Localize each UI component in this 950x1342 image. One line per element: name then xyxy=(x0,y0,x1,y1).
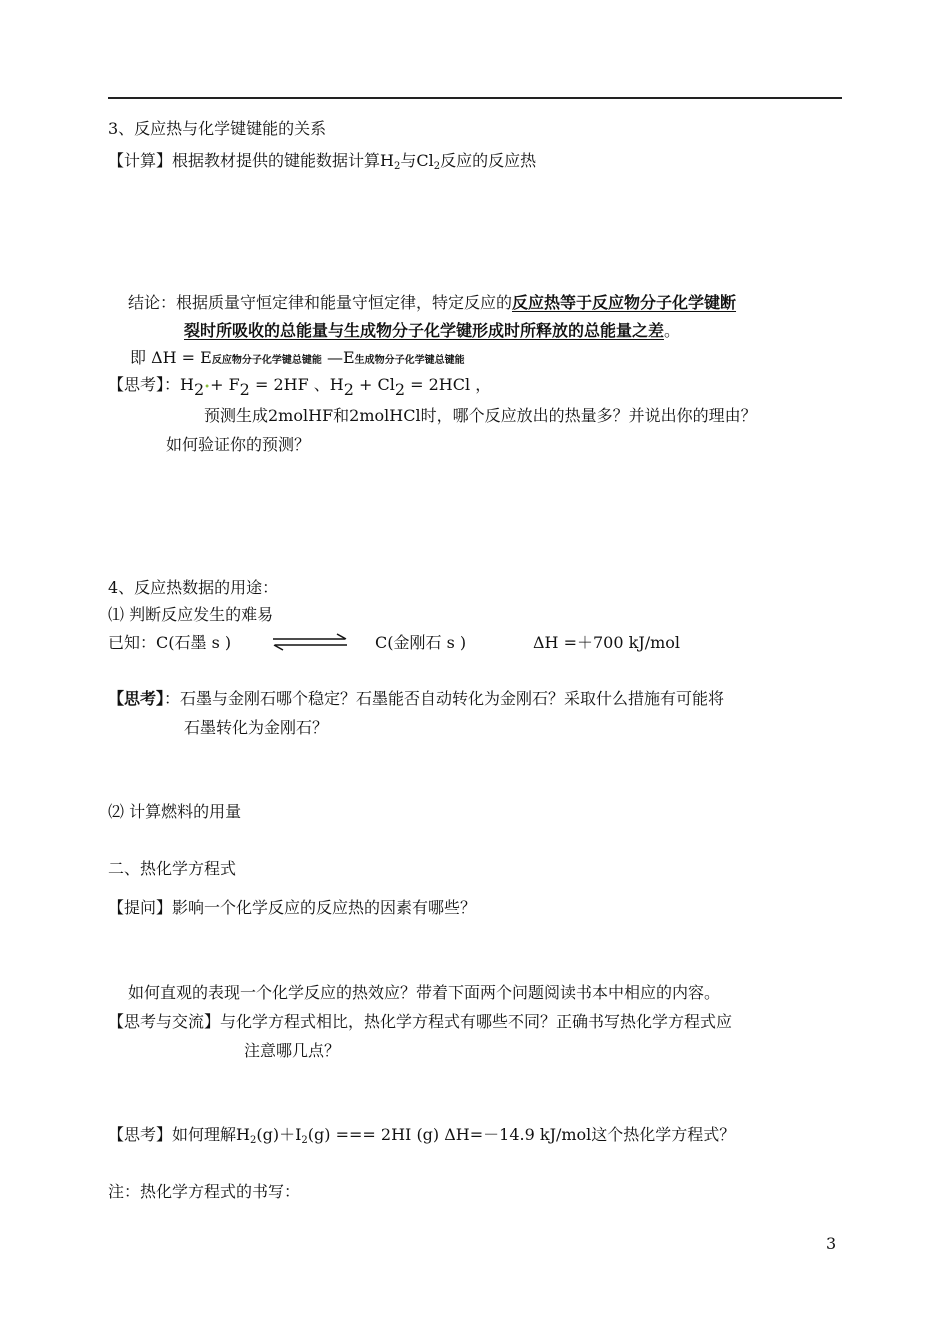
page-number: 3 xyxy=(826,1234,837,1253)
section-4-heading: 4、反应热数据的用途： xyxy=(108,578,279,597)
think-stability-line-2: 石墨转化为金刚石？ xyxy=(184,718,329,737)
note-line: 注：热化学方程式的书写： xyxy=(108,1182,301,1201)
think-stability-line-1: 【思考】：石墨与金刚石哪个稳定？石墨能否自动转化为金刚石？采取什么措施有可能将 xyxy=(108,689,725,708)
conclusion-emphasis-1: 反应热等于反应物分子化学键断 xyxy=(512,293,737,312)
section-3-heading: 3、反应热与化学键键能的关系 xyxy=(108,119,327,138)
conclusion-line-1: 结论：根据质量守恒定律和能量守恒定律，特定反应的反应热等于反应物分子化学键断 xyxy=(128,293,737,312)
equilibrium-arrow-icon xyxy=(271,633,349,651)
delta-h-formula: 即 ΔH = E反应物分子化学键总键能 —E生成物分子化学键总键能 xyxy=(130,348,465,367)
known-delta-h: ΔH =＋700 kJ/mol xyxy=(533,633,681,652)
calc-line: 【计算】根据教材提供的键能数据计算$H_2$与$Cl_2$反应的反应热 xyxy=(108,151,537,172)
think-tag: 【思考】 xyxy=(108,375,165,394)
usage-item-1: ⑴ 判断反应发生的难易 xyxy=(108,605,274,624)
think-tag-bold: 【思考】 xyxy=(108,689,165,708)
discuss-line-2: 注意哪几点？ xyxy=(244,1041,341,1060)
discuss-line-1: 【思考与交流】与化学方程式相比，热化学方程式有哪些不同？正确书写热化学方程式应 xyxy=(108,1012,733,1031)
usage-item-2: ⑵ 计算燃料的用量 xyxy=(108,802,242,821)
header-rule xyxy=(108,97,842,99)
intro-line: 如何直观的表现一个化学反应的热效应？带着下面两个问题阅读书本中相应的内容。 xyxy=(128,983,721,1002)
think-question-1: 预测生成2molHF和2molHCl时，哪个反应放出的热量多？并说出你的理由？ xyxy=(204,406,757,425)
think-question-2: 如何验证你的预测？ xyxy=(166,435,311,454)
known-reactant: 已知：C(石墨 s ) xyxy=(108,633,232,652)
think-equation-2: 【思考】如何理解$H_2(g)+I_2(g)$ === 2HI (g) ΔH=－14.9 kJ/mol这个热化学方程式？ xyxy=(108,1125,736,1146)
calc-tag: 【计算】 xyxy=(108,151,173,170)
conclusion-emphasis-2: 裂时所吸收的总能量与生成物分子化学键形成时所释放的总能量之差 xyxy=(184,321,665,340)
ask-line: 【提问】影响一个化学反应的反应热的因素有哪些？ xyxy=(108,898,477,917)
think-equation-line: 【思考】：H2•+ F2 = 2HF 、H2 + Cl2 = 2HCl ， xyxy=(108,375,492,399)
section-2-heading: 二、热化学方程式 xyxy=(108,859,237,878)
known-product: C(金刚石 s ) xyxy=(375,633,467,652)
conclusion-line-2: 裂时所吸收的总能量与生成物分子化学键形成时所释放的总能量之差。 xyxy=(184,321,681,340)
